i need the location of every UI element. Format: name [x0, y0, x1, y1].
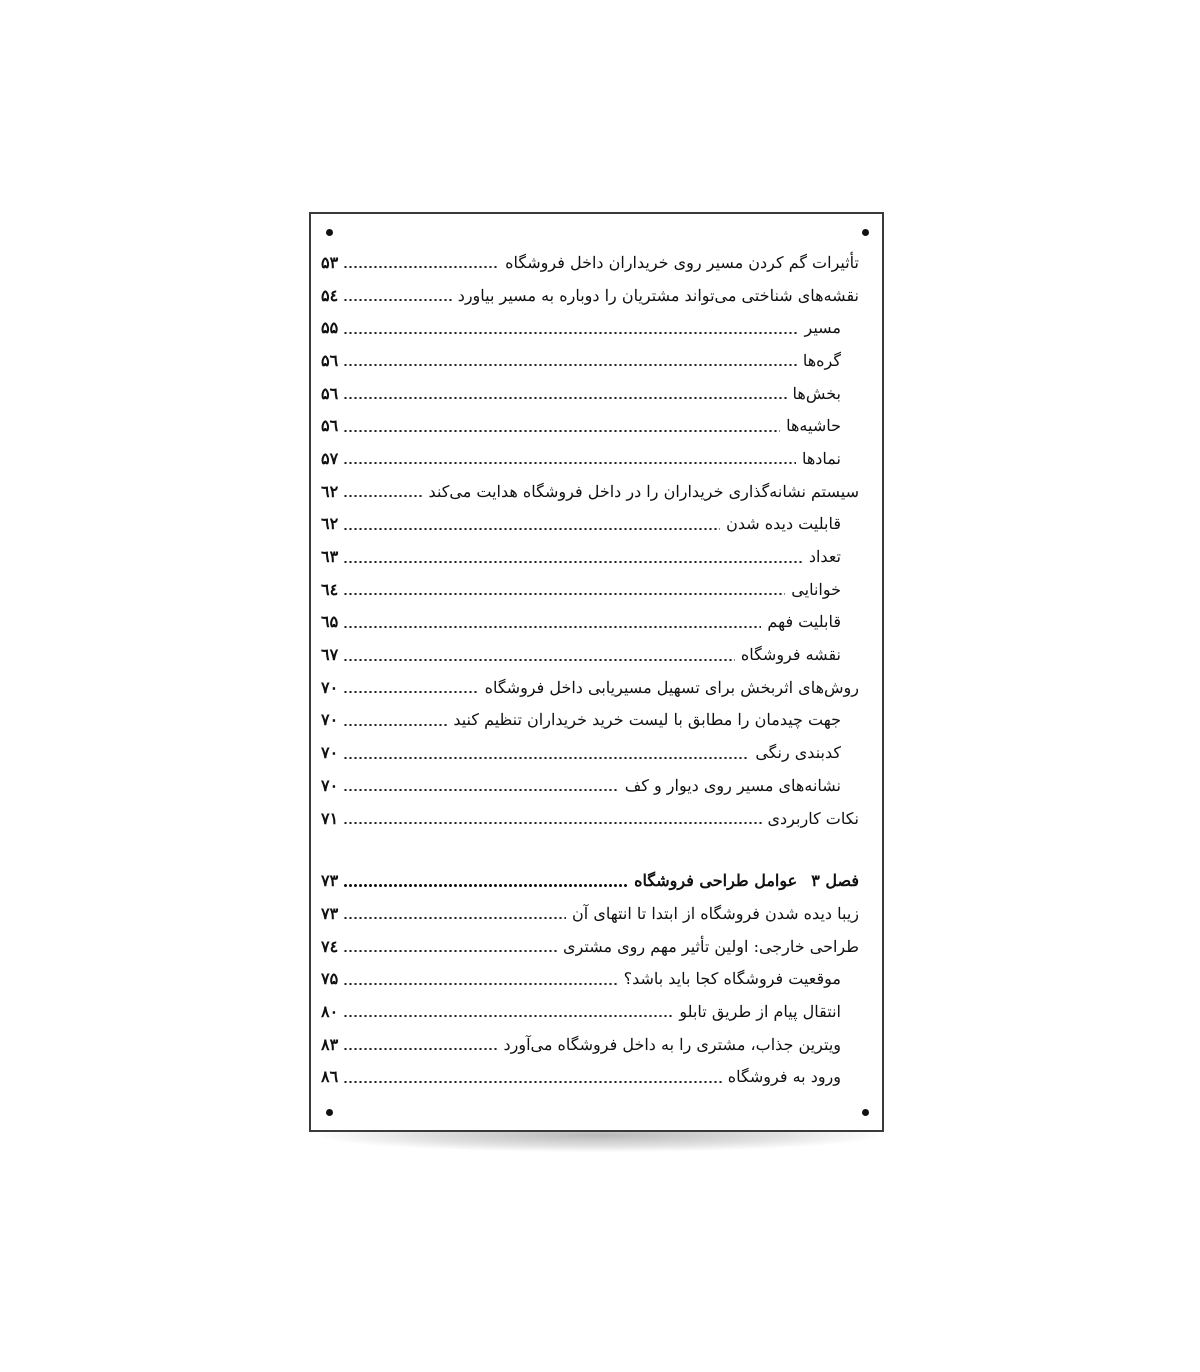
- toc-page-number: ۷۳: [321, 871, 339, 891]
- dot-leader: [343, 917, 566, 919]
- toc-subentry: [321, 606, 859, 639]
- dot-leader: [343, 364, 797, 366]
- dot-leader: [343, 266, 499, 268]
- dot-leader: [343, 1081, 722, 1083]
- dot-leader: [343, 983, 618, 985]
- toc-subentry: [321, 442, 859, 475]
- toc-entry-title: نقشه فروشگاه: [740, 645, 841, 665]
- toc-page-number: ۷۱: [321, 808, 339, 828]
- dot-leader: [343, 691, 479, 693]
- toc-subentry: [321, 540, 859, 573]
- toc-subentry: [321, 962, 859, 995]
- toc-subentry: [321, 995, 859, 1028]
- toc-entry-title: نمادها: [801, 448, 841, 468]
- toc-entry: [321, 475, 859, 508]
- dot-leader: [343, 528, 720, 530]
- dot-leader: [343, 299, 452, 301]
- dot-leader: [343, 884, 628, 887]
- toc-page-number: ۷٤: [321, 936, 339, 956]
- toc-page-number: ٦٤: [321, 579, 339, 599]
- toc-page-number: ۵٤: [321, 285, 339, 305]
- dot-leader: [343, 332, 799, 334]
- toc-entry-title: ویترین جذاب، مشتری را به داخل فروشگاه می‌آورد: [503, 1034, 841, 1054]
- toc-subentry: [321, 311, 859, 344]
- toc-page-number: ۸٦: [321, 1067, 339, 1087]
- toc-page-number: ٦۲: [321, 481, 339, 501]
- toc-subentry: [321, 1028, 859, 1061]
- toc-subentry: [321, 769, 859, 802]
- dot-leader: [343, 757, 749, 759]
- toc-entry-title: حاشیه‌ها: [786, 416, 841, 436]
- toc-entry-title: ورود به فروشگاه: [727, 1067, 841, 1087]
- toc-entry-title: قابلیت فهم: [767, 612, 841, 632]
- toc-page-number: ۵۵: [321, 318, 339, 338]
- toc-entry: [321, 279, 859, 312]
- toc-chapter-heading: [321, 864, 859, 897]
- dot-leader: [343, 950, 557, 952]
- dot-leader: [343, 495, 423, 497]
- toc-entry-title: نشانه‌های مسیر روی دیوار و کف: [624, 775, 841, 795]
- corner-dot-icon: [862, 1109, 869, 1116]
- toc-entry-title: طراحی خارجی: اولین تأثیر مهم روی مشتری: [563, 936, 859, 956]
- toc-entry: [321, 802, 859, 835]
- toc-entry: [321, 671, 859, 704]
- toc-subentry: [321, 704, 859, 737]
- toc-entry-title: تأثیرات گم کردن مسیر روی خریداران داخل فروشگاه: [505, 252, 859, 272]
- toc-page-number: ۵۳: [321, 252, 339, 272]
- dot-leader: [343, 724, 447, 726]
- toc-entry-title: خوانایی: [791, 579, 841, 599]
- dot-leader: [343, 462, 796, 464]
- dot-leader: [343, 1048, 498, 1050]
- toc-entry-title: کدبندی رنگی: [755, 743, 841, 763]
- chapter-title: عوامل طراحی فروشگاه: [634, 871, 798, 891]
- toc-page-number: ٦۳: [321, 547, 339, 567]
- toc-subentry: [321, 344, 859, 377]
- toc-page-number: ٦۲: [321, 514, 339, 534]
- toc-page-number: ۷۵: [321, 969, 339, 989]
- dot-leader: [343, 789, 619, 791]
- dot-leader: [343, 593, 785, 595]
- toc-subentry: [321, 736, 859, 769]
- dot-leader: [343, 822, 762, 824]
- toc-entry: [321, 246, 859, 279]
- toc-page-number: ۷۰: [321, 775, 339, 795]
- chapter-label: فصل ۳: [811, 871, 859, 891]
- toc-entry-title: انتقال پیام از طریق تابلو: [679, 1001, 841, 1021]
- toc-entry-title: زیبا دیده شدن فروشگاه از ابتدا تا انتهای آن: [572, 903, 859, 923]
- toc-page-number: ٦۷: [321, 645, 339, 665]
- corner-dot-icon: [326, 1109, 333, 1116]
- toc-page-number: ۵٦: [321, 416, 339, 436]
- toc-entry-title: گره‌ها: [802, 350, 841, 370]
- corner-dot-icon: [862, 229, 869, 236]
- toc-page-number: ۷۰: [321, 710, 339, 730]
- toc-page-number: ۵٦: [321, 350, 339, 370]
- dot-leader: [343, 397, 787, 399]
- toc-subentry: [321, 409, 859, 442]
- toc-page-number: ۸۰: [321, 1001, 339, 1021]
- dot-leader: [343, 1015, 673, 1017]
- toc-entry-title: تعداد: [808, 547, 841, 567]
- toc-subentry: [321, 377, 859, 410]
- toc-page-number: ۸۳: [321, 1034, 339, 1054]
- toc-subentry: [321, 1061, 859, 1094]
- toc-page-number: ۵٦: [321, 383, 339, 403]
- toc-page-number: ۷۰: [321, 677, 339, 697]
- book-page: [309, 212, 884, 1132]
- toc-subentry: [321, 573, 859, 606]
- toc-entry-title: قابلیت دیده شدن: [726, 514, 841, 534]
- toc-entry: [321, 897, 859, 930]
- toc-entry: [321, 930, 859, 963]
- toc-entry-title: مسیر: [804, 318, 841, 338]
- toc-entry-title: نقشه‌های شناختی می‌تواند مشتریان را دوباره به مسیر بیاورد: [457, 285, 859, 305]
- toc-entry-title: سیستم نشانه‌گذاری خریداران را در داخل فروشگاه هدایت می‌کند: [428, 481, 859, 501]
- toc-entry-title: نکات کاربردی: [767, 808, 859, 828]
- toc-page-number: ۷۳: [321, 903, 339, 923]
- toc-entry-title: بخش‌ها: [792, 383, 841, 403]
- corner-dot-icon: [326, 229, 333, 236]
- table-of-contents: [321, 246, 859, 1093]
- toc-subentry: [321, 508, 859, 541]
- toc-entry-title: جهت چیدمان را مطابق با لیست خرید خریداران تنظیم کنید: [453, 710, 841, 730]
- dot-leader: [343, 430, 780, 432]
- toc-page-number: ۷۰: [321, 743, 339, 763]
- toc-subentry: [321, 638, 859, 671]
- toc-page-number: ٦۵: [321, 612, 339, 632]
- dot-leader: [343, 561, 803, 563]
- toc-page-number: ۵۷: [321, 448, 339, 468]
- toc-entry-title: روش‌های اثربخش برای تسهیل مسیریابی داخل فروشگاه: [484, 677, 859, 697]
- toc-entry-title: موقعیت فروشگاه کجا باید باشد؟: [623, 969, 841, 989]
- dot-leader: [343, 659, 735, 661]
- dot-leader: [343, 626, 761, 628]
